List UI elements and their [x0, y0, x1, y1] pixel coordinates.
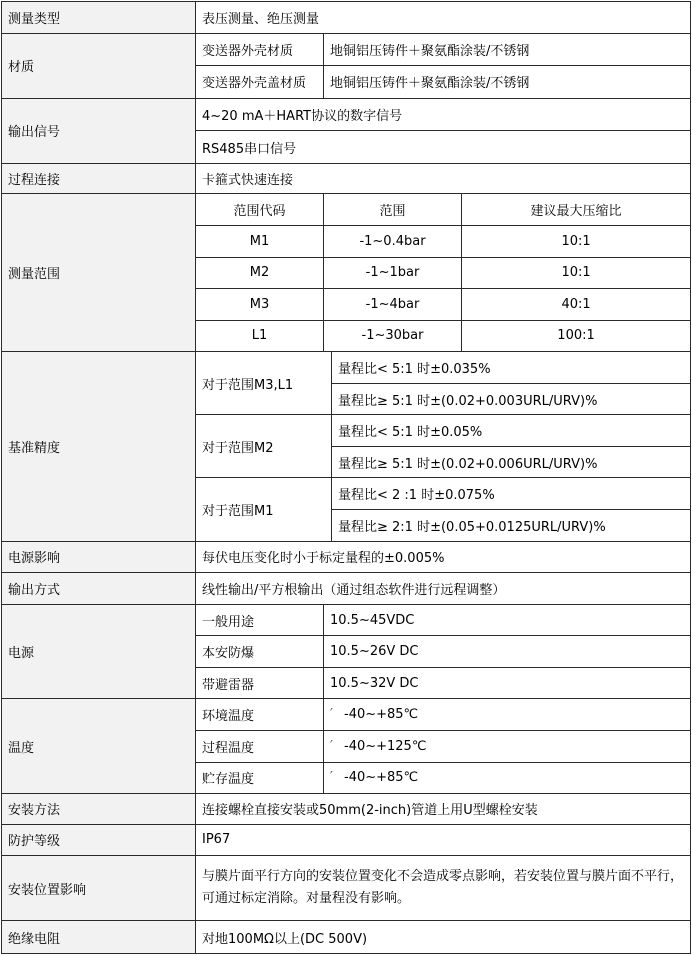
- temperature-value: -40~+125℃: [344, 738, 427, 754]
- label-process-connection: 过程连接: [2, 163, 196, 194]
- accuracy-line: 量程比≥ 5:1 时±(0.02+0.003URL/URV)%: [332, 383, 691, 415]
- value-insulation: 对地100MΩ以上(DC 500V): [196, 921, 691, 954]
- accuracy-line: 量程比≥ 5:1 时±(0.02+0.006URL/URV)%: [332, 446, 691, 478]
- label-output-signal: 输出信号: [2, 98, 196, 163]
- output-signal-value: 4~20 mA＋HART协议的数字信号: [196, 98, 691, 131]
- row-insulation: [2, 921, 691, 954]
- range-code: M2: [196, 257, 324, 289]
- accuracy-group-name: 对于范围M2: [196, 415, 332, 478]
- tick-mark: ′: [330, 738, 333, 754]
- range-value: -1~30bar: [324, 320, 462, 352]
- value-protection: IP67: [196, 824, 691, 856]
- range-code: L1: [196, 320, 324, 352]
- accuracy-line: 量程比< 5:1 时±0.035%: [332, 352, 691, 384]
- range-code: M3: [196, 289, 324, 321]
- label-output-mode: 输出方式: [2, 573, 196, 605]
- value-measure-type: 表压测量、绝压测量: [196, 2, 691, 34]
- label-measure-type: 测量类型: [2, 2, 196, 34]
- row-protection: [2, 824, 691, 856]
- range-ratio: 100:1: [462, 320, 691, 352]
- label-power: 电源: [2, 604, 196, 699]
- range-header-row: [2, 194, 691, 226]
- range-ratio: 10:1: [462, 225, 691, 257]
- row-mount-effect: [2, 856, 691, 921]
- range-value: -1~0.4bar: [324, 225, 462, 257]
- temperature-name: 贮存温度: [196, 762, 324, 794]
- temperature-name: 环境温度: [196, 699, 324, 731]
- range-code: M1: [196, 225, 324, 257]
- label-power-effect: 电源影响: [2, 541, 196, 573]
- range-header-ratio: 建议最大压缩比: [462, 194, 691, 226]
- range-ratio: 10:1: [462, 257, 691, 289]
- label-measure-range: 测量范围: [2, 194, 196, 352]
- range-ratio: 40:1: [462, 289, 691, 321]
- temperature-cell: [324, 730, 691, 762]
- power-row: [2, 604, 691, 636]
- range-value: -1~4bar: [324, 289, 462, 321]
- accuracy-group-name: 对于范围M1: [196, 478, 332, 541]
- label-protection: 防护等级: [2, 824, 196, 856]
- value-output-mode: 线性输出/平方根输出（通过组态软件进行远程调整）: [196, 573, 691, 605]
- tick-mark: ′: [330, 770, 333, 786]
- temperature-name: 过程温度: [196, 730, 324, 762]
- power-name: 带避雷器: [196, 667, 324, 699]
- range-header-range: 范围: [324, 194, 462, 226]
- value-mount-effect: 与膜片面平行方向的安装位置变化不会造成零点影响，若安装位置与膜片面不平行，可通过标定消除。对量程没有影响。: [196, 856, 691, 921]
- value-power-effect: 每伏电压变化时小于标定量程的±0.005%: [196, 541, 691, 573]
- accuracy-row: [2, 352, 691, 384]
- row-output-mode: [2, 573, 691, 605]
- label-accuracy: 基准精度: [2, 352, 196, 541]
- output-signal-value: RS485串口信号: [196, 131, 691, 164]
- power-name: 本安防爆: [196, 636, 324, 668]
- row-output-signal-1: [2, 98, 691, 131]
- tick-mark: ′: [330, 707, 333, 723]
- row-measure-type: [2, 2, 691, 34]
- accuracy-line: 量程比< 2 :1 时±0.075%: [332, 478, 691, 510]
- range-value: -1~1bar: [324, 257, 462, 289]
- label-insulation: 绝缘电阻: [2, 921, 196, 954]
- power-name: 一般用途: [196, 604, 324, 636]
- material-value: 地铜铝压铸件＋聚氨酯涂装/不锈钢: [324, 66, 691, 99]
- temperature-cell: [324, 699, 691, 731]
- value-installation: 连接螺栓直接安装或50mm(2-inch)管道上用U型螺栓安装: [196, 794, 691, 825]
- accuracy-line: 量程比≥ 2:1 时±(0.05+0.0125URL/URV)%: [332, 510, 691, 542]
- temperature-cell: [324, 762, 691, 794]
- accuracy-line: 量程比< 5:1 时±0.05%: [332, 415, 691, 447]
- temperature-row: [2, 699, 691, 731]
- label-installation: 安装方法: [2, 794, 196, 825]
- label-material: 材质: [2, 33, 196, 98]
- row-process-connection: [2, 163, 691, 194]
- value-process-connection: 卡箍式快速连接: [196, 163, 691, 194]
- row-power-effect: [2, 541, 691, 573]
- accuracy-group-name: 对于范围M3,L1: [196, 352, 332, 415]
- temperature-value: -40~+85℃: [344, 770, 419, 786]
- row-installation: [2, 794, 691, 825]
- spec-table: [1, 1, 691, 954]
- range-header-code: 范围代码: [196, 194, 324, 226]
- material-name: 变送器外壳材质: [196, 33, 324, 66]
- temperature-value: -40~+85℃: [344, 707, 419, 723]
- label-mount-effect: 安装位置影响: [2, 856, 196, 921]
- power-value: 10.5~26V DC: [324, 636, 691, 668]
- power-value: 10.5~45VDC: [324, 604, 691, 636]
- label-temperature: 温度: [2, 699, 196, 794]
- material-name: 变送器外壳盖材质: [196, 66, 324, 99]
- row-material-1: [2, 33, 691, 66]
- material-value: 地铜铝压铸件＋聚氨酯涂装/不锈钢: [324, 33, 691, 66]
- power-value: 10.5~32V DC: [324, 667, 691, 699]
